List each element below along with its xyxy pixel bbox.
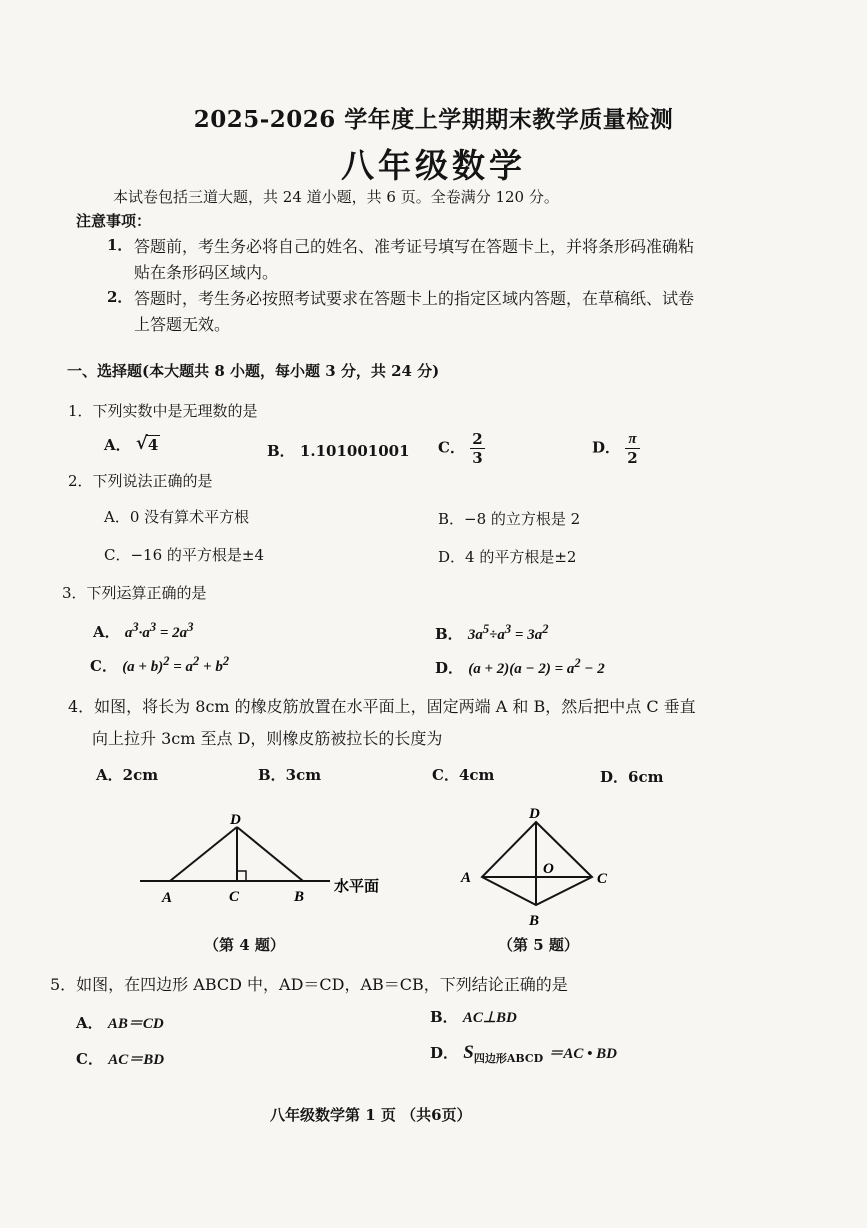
q1-option-b	[267, 440, 410, 461]
q1-c-denominator: 3	[472, 449, 483, 467]
q5-d-subscript: 四边形ABCD	[473, 1052, 544, 1065]
q1-c-numerator: 2	[472, 430, 483, 448]
q3-c-math: $(a + b)^2 = a^2 + b^2$	[122, 654, 230, 675]
q1-stem: 1．下列实数中是无理数的是	[68, 402, 258, 420]
notice-1-line2: 贴在条形码区域内。	[134, 263, 279, 282]
q1-c-fraction	[470, 430, 484, 467]
q5-stem: 5．如图，在四边形 ABCD 中，AD＝CD，AB＝CB，下列结论正确的是	[50, 975, 568, 994]
sqrt-symbol: √ 4	[135, 433, 159, 454]
q5-d-label: D．	[430, 1044, 459, 1062]
fig4-surface-label: 水平面	[334, 879, 380, 895]
q1-a-label: A．	[104, 436, 131, 454]
q4-option-d: D．6cm	[600, 768, 664, 786]
q3-a-math: $a^3\cdot a^3 = 2a^3$	[124, 620, 194, 641]
q3-b-math: $3a^5\div a^3 = 3a^2$	[467, 622, 549, 643]
q1-option-a	[104, 434, 160, 455]
fig4-right-angle-mark	[237, 871, 246, 881]
q5-a-label: A．	[76, 1014, 103, 1032]
notice-1-line1: 答题前，考生务必将自己的姓名、准考证号填写在答题卡上，并将条形码准确粘	[134, 237, 695, 256]
q2-stem: 2．下列说法正确的是	[68, 472, 213, 490]
fig4-label-d: D	[230, 812, 241, 828]
q1-a-radicand: 4	[147, 436, 159, 454]
q5-option-d	[430, 1042, 617, 1066]
q3-c-label: C．	[90, 657, 117, 675]
q5-b-label: B．	[430, 1008, 458, 1026]
fig5-label-d: D	[529, 806, 540, 822]
q5-d-rest: ＝AC • BD	[548, 1046, 618, 1062]
q1-d-label: D．	[592, 438, 621, 457]
q3-stem: 3．下列运算正确的是	[62, 584, 207, 602]
fig4-label-c: C	[229, 889, 240, 905]
subject-title: 八年级数学	[341, 146, 526, 185]
fig5-label-a: A	[461, 870, 472, 886]
q5-option-c	[76, 1048, 164, 1069]
fig4-label-a: A	[162, 890, 173, 906]
q3-option-d	[435, 656, 605, 678]
notice-2-line2: 上答题无效。	[134, 315, 231, 334]
q5-b-text: AC⊥BD	[462, 1010, 517, 1026]
q2-option-b: B．−8 的立方根是 2	[438, 510, 581, 528]
q2-option-d: D．4 的平方根是±2	[438, 548, 577, 566]
q4-option-b: B．3cm	[258, 766, 322, 784]
q5-option-a	[76, 1012, 164, 1033]
q4-option-c: C．4cm	[432, 766, 495, 784]
q5-option-b	[430, 1006, 517, 1027]
q1-b-text: 1.101001001	[299, 442, 410, 460]
q2-option-c: C．−16 的平方根是±4	[104, 546, 265, 564]
fig4-segment-db	[237, 827, 303, 881]
fig5-label-c: C	[597, 871, 608, 887]
q3-a-label: A．	[93, 623, 120, 641]
notice-1-number: 1．	[107, 236, 133, 254]
section-1-title: 一、选择题(本大题共 8 小题，每小题 3 分，共 24 分)	[67, 362, 440, 380]
q5-d-s: S	[463, 1042, 474, 1063]
q1-d-fraction	[625, 430, 639, 467]
fig5-label-o: O	[543, 861, 554, 877]
figure-4-diagram	[130, 805, 400, 910]
figure-5-caption: （第 5 题）	[498, 936, 579, 954]
exam-intro: 本试卷包括三道大题，共 24 道小题，共 6 页。全卷满分 120 分。	[113, 188, 559, 206]
fig4-label-b: B	[294, 889, 305, 905]
q5-a-text: AB＝CD	[107, 1016, 164, 1032]
q3-option-c	[90, 654, 229, 676]
q1-d-denominator: 2	[627, 449, 638, 467]
q1-d-numerator: π	[625, 430, 639, 449]
q3-d-math: $(a + 2)(a - 2) = a^2 - 2$	[468, 656, 605, 677]
page-footer: 八年级数学第 1 页 （共6页）	[270, 1106, 472, 1124]
exam-title: 2025-2026 学年度上学期期末教学质量检测	[193, 106, 674, 133]
fig4-segment-ad	[170, 827, 237, 881]
figure-5-diagram	[455, 800, 625, 930]
notice-2-number: 2．	[107, 288, 133, 306]
q4-option-a: A．2cm	[96, 766, 159, 784]
q3-d-label: D．	[435, 659, 464, 677]
figure-4-caption: （第 4 题）	[204, 936, 285, 954]
fig5-label-b: B	[529, 913, 540, 929]
q1-option-d	[592, 430, 640, 467]
q1-b-label: B．	[267, 442, 295, 460]
notice-label: 注意事项：	[76, 212, 152, 230]
q1-c-label: C．	[438, 438, 465, 457]
q1-option-c	[438, 430, 485, 467]
q3-b-label: B．	[435, 625, 463, 643]
q4-stem-line2: 向上拉升 3cm 至点 D，则橡皮筋被拉长的长度为	[92, 729, 443, 748]
q5-c-label: C．	[76, 1050, 103, 1068]
q4-stem-line1: 4．如图，将长为 8cm 的橡皮筋放置在水平面上，固定两端 A 和 B，然后把中点 C 垂直	[68, 697, 696, 716]
q5-c-text: AC＝BD	[108, 1052, 165, 1068]
q3-option-b	[435, 622, 548, 644]
q2-option-a: A．0 没有算术平方根	[104, 508, 250, 526]
notice-2-line1: 答题时，考生务必按照考试要求在答题卡上的指定区域内答题，在草稿纸、试卷	[134, 289, 695, 308]
q3-option-a	[93, 620, 193, 642]
